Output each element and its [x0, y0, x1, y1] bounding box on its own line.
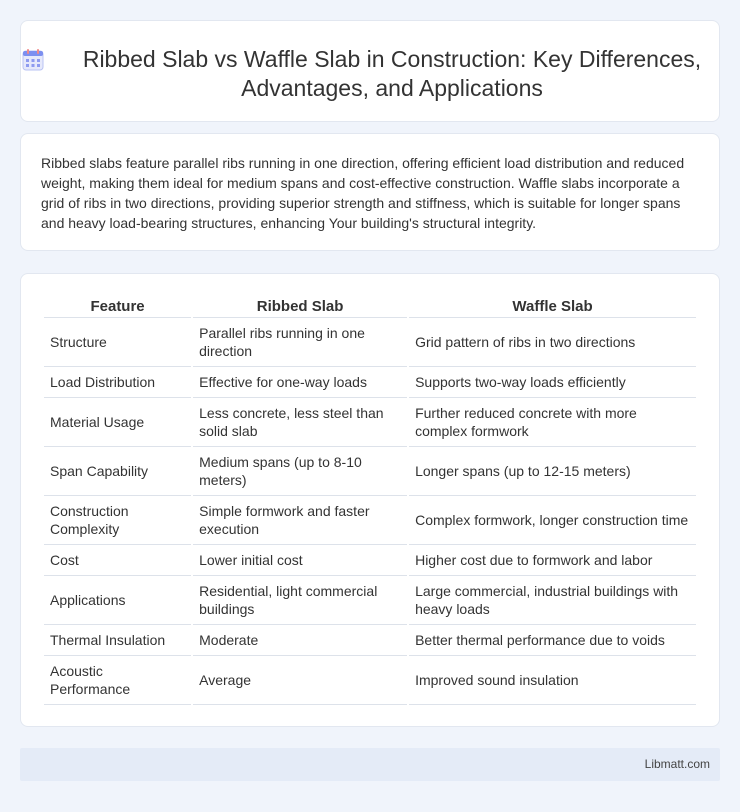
waffle-cell: Improved sound insulation	[409, 656, 696, 705]
feature-cell: Construction Complexity	[44, 496, 191, 545]
feature-cell: Acoustic Performance	[44, 656, 191, 705]
feature-cell: Material Usage	[44, 398, 191, 447]
feature-cell: Cost	[44, 545, 191, 576]
ribbed-cell: Parallel ribs running in one direction	[193, 318, 407, 367]
comparison-table	[42, 296, 698, 705]
ribbed-cell: Residential, light commercial buildings	[193, 576, 407, 625]
table-row	[44, 625, 696, 656]
waffle-cell: Higher cost due to formwork and labor	[409, 545, 696, 576]
ribbed-cell: Less concrete, less steel than solid slab	[193, 398, 407, 447]
intro-paragraph: Ribbed slabs feature parallel ribs running in one direction, offering efficient load distribution and reduced weight, making them ideal for medium spans and cost-effective construction. Waffle slabs incorporate a grid of ribs in two directions, providing superior strength and stiffness, which is suitable for longer spans and heavy load-bearing structures, enhancing Your building's structural integrity.	[41, 155, 685, 231]
ribbed-cell: Effective for one-way loads	[193, 367, 407, 398]
intro-card	[20, 133, 720, 251]
waffle-cell: Large commercial, industrial buildings with heavy loads	[409, 576, 696, 625]
feature-cell: Structure	[44, 318, 191, 367]
table-header-row	[44, 296, 696, 318]
ribbed-cell: Medium spans (up to 8-10 meters)	[193, 447, 407, 496]
header-waffle-slab: Waffle Slab	[409, 296, 696, 318]
page-title: Ribbed Slab vs Waffle Slab in Construction: Key Differences, Advantages, and Applications	[82, 46, 702, 101]
ribbed-cell: Lower initial cost	[193, 545, 407, 576]
title-card	[20, 20, 720, 122]
source-link[interactable]: Libmatt.com	[644, 757, 710, 771]
ribbed-cell: Moderate	[193, 625, 407, 656]
feature-cell: Span Capability	[44, 447, 191, 496]
table-row	[44, 398, 696, 447]
waffle-cell: Grid pattern of ribs in two directions	[409, 318, 696, 367]
table-row	[44, 447, 696, 496]
calendar-icon	[21, 48, 45, 72]
ribbed-cell: Average	[193, 656, 407, 705]
table-row	[44, 367, 696, 398]
table-row	[44, 545, 696, 576]
waffle-cell: Better thermal performance due to voids	[409, 625, 696, 656]
waffle-cell: Further reduced concrete with more complex formwork	[409, 398, 696, 447]
table-row	[44, 496, 696, 545]
waffle-cell: Supports two-way loads efficiently	[409, 367, 696, 398]
table-row	[44, 576, 696, 625]
feature-cell: Applications	[44, 576, 191, 625]
header-feature: Feature	[44, 296, 191, 318]
table-row	[44, 656, 696, 705]
comparison-card	[20, 273, 720, 727]
waffle-cell: Longer spans (up to 12-15 meters)	[409, 447, 696, 496]
table-row	[44, 318, 696, 367]
header-ribbed-slab: Ribbed Slab	[193, 296, 407, 318]
feature-cell: Load Distribution	[44, 367, 191, 398]
feature-cell: Thermal Insulation	[44, 625, 191, 656]
footer-bar	[20, 748, 720, 781]
ribbed-cell: Simple formwork and faster execution	[193, 496, 407, 545]
waffle-cell: Complex formwork, longer construction time	[409, 496, 696, 545]
